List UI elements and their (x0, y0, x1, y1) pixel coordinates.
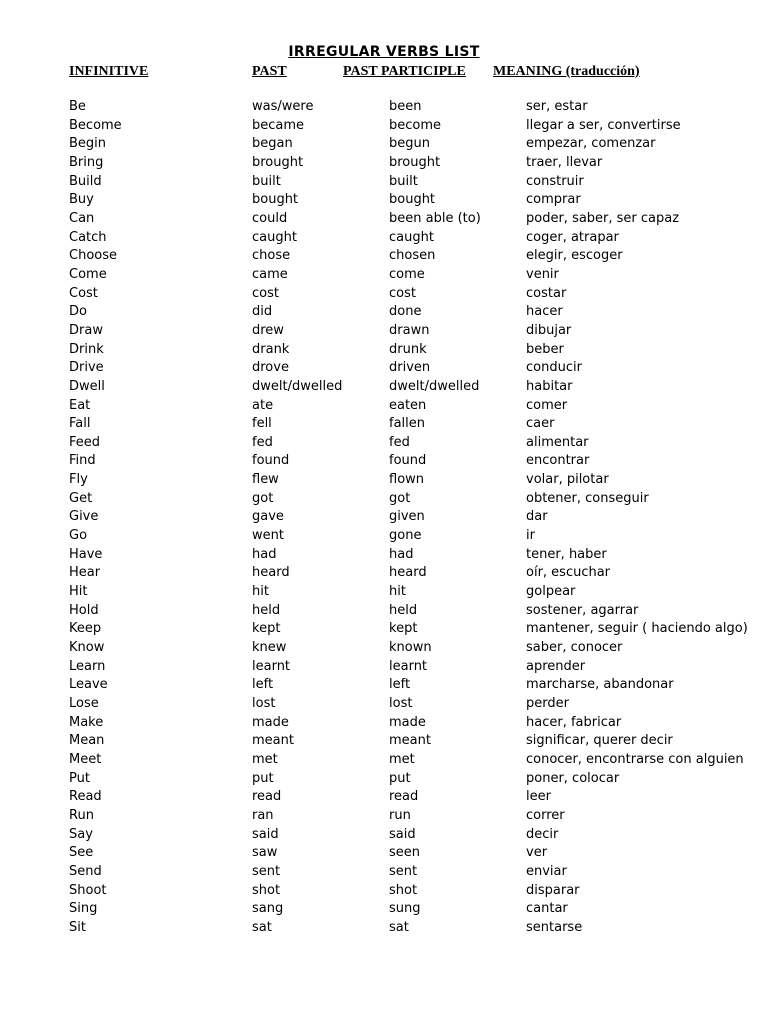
past-participle-cell: put (389, 770, 411, 786)
verb-row (0, 546, 768, 565)
infinitive-cell: Find (69, 453, 96, 469)
past-cell: knew (252, 640, 287, 656)
past-participle-cell: eaten (389, 397, 427, 413)
verb-row (0, 564, 768, 583)
past-cell: learnt (252, 658, 291, 674)
verb-table (0, 98, 768, 938)
infinitive-cell: Hit (69, 584, 88, 600)
meaning-cell: volar, pilotar (526, 472, 609, 488)
infinitive-cell: Lose (69, 696, 99, 711)
past-participle-cell: given (389, 509, 425, 525)
past-cell: saw (252, 845, 278, 861)
page-title: IRREGULAR VERBS LIST (288, 44, 480, 60)
past-participle-cell: cost (389, 285, 416, 301)
verb-row (0, 452, 768, 471)
infinitive-cell: Sit (69, 919, 86, 935)
past-participle-cell: said (389, 826, 416, 842)
infinitive-cell: Drink (69, 341, 104, 357)
meaning-cell: comprar (526, 192, 581, 208)
verb-row (0, 508, 768, 527)
meaning-cell: sostener, agarrar (526, 602, 639, 618)
past-cell: drank (252, 341, 290, 357)
meaning-cell: traer, llevar (526, 154, 603, 170)
infinitive-cell: Fly (69, 472, 88, 488)
infinitive-cell: Can (69, 210, 95, 226)
verb-row (0, 303, 768, 322)
past-participle-cell: met (389, 751, 415, 767)
past-cell: got (252, 490, 274, 506)
meaning-cell: decir (526, 826, 559, 842)
infinitive-cell: Mean (69, 733, 105, 749)
verb-row (0, 210, 768, 229)
past-participle-cell: fallen (389, 416, 426, 432)
meaning-cell: empezar, comenzar (526, 136, 656, 152)
past-cell: left (252, 677, 274, 693)
infinitive-cell: Bring (69, 154, 104, 170)
past-cell: could (252, 210, 288, 226)
verb-row (0, 285, 768, 304)
meaning-cell: tener, haber (526, 546, 607, 562)
past-participle-cell: sung (389, 901, 421, 917)
past-cell: put (252, 770, 274, 786)
past-participle-cell: chosen (389, 248, 436, 264)
past-cell: drew (252, 322, 284, 338)
verb-row (0, 620, 768, 639)
past-participle-cell: been (389, 99, 422, 114)
verb-row (0, 863, 768, 882)
past-participle-cell: come (389, 266, 425, 282)
infinitive-cell: Eat (69, 397, 91, 413)
header-meaning: MEANING (traducción) (493, 64, 640, 79)
verb-row (0, 900, 768, 919)
past-cell: shot (252, 882, 281, 898)
infinitive-cell: Draw (69, 322, 103, 338)
infinitive-cell: Say (69, 826, 93, 842)
infinitive-cell: Hold (69, 602, 99, 618)
infinitive-cell: Have (69, 546, 103, 562)
verb-row (0, 882, 768, 901)
infinitive-cell: Catch (69, 229, 107, 245)
past-participle-cell: sent (389, 863, 418, 879)
past-cell: began (252, 136, 293, 152)
infinitive-cell: Choose (69, 248, 117, 264)
past-participle-cell: meant (389, 733, 431, 749)
past-participle-cell: known (389, 640, 432, 656)
past-participle-cell: brought (389, 154, 441, 170)
past-cell: sat (252, 919, 272, 935)
verb-row (0, 751, 768, 770)
infinitive-cell: Read (69, 789, 102, 805)
meaning-cell: perder (526, 696, 569, 711)
verb-row (0, 154, 768, 173)
verb-row (0, 229, 768, 248)
verb-row (0, 359, 768, 378)
meaning-cell: significar, querer decir (526, 733, 673, 749)
meaning-cell: oír, escuchar (526, 565, 611, 581)
past-cell: chose (252, 248, 291, 264)
header-past-participle: PAST PARTICIPLE (343, 64, 466, 79)
past-cell: ran (252, 807, 274, 823)
verb-row (0, 658, 768, 677)
past-cell: fed (252, 434, 273, 450)
past-participle-cell: become (389, 117, 442, 133)
meaning-cell: obtener, conseguir (526, 490, 649, 506)
infinitive-cell: Meet (69, 751, 102, 767)
past-participle-cell: made (389, 714, 426, 730)
past-participle-cell: caught (389, 229, 434, 245)
meaning-cell: ser, estar (526, 99, 588, 114)
meaning-cell: golpear (526, 584, 576, 600)
meaning-cell: sentarse (526, 919, 583, 935)
past-participle-cell: drunk (389, 341, 427, 357)
verb-row (0, 639, 768, 658)
infinitive-cell: Go (69, 528, 88, 544)
infinitive-cell: Become (69, 117, 122, 133)
past-cell: hit (252, 584, 269, 600)
verb-row (0, 770, 768, 789)
past-cell: found (252, 453, 290, 469)
past-cell: read (252, 789, 282, 805)
past-participle-cell: heard (389, 565, 427, 581)
meaning-cell: ver (526, 845, 548, 861)
infinitive-cell: Get (69, 490, 93, 506)
past-cell: sang (252, 901, 284, 917)
verb-row (0, 602, 768, 621)
infinitive-cell: Cost (69, 285, 98, 301)
past-cell: met (252, 751, 278, 767)
meaning-cell: correr (526, 807, 565, 823)
verb-row (0, 826, 768, 845)
infinitive-cell: Drive (69, 360, 104, 376)
past-participle-cell: done (389, 304, 422, 320)
verb-row (0, 732, 768, 751)
infinitive-cell: Keep (69, 621, 102, 637)
past-cell: caught (252, 229, 297, 245)
past-cell: gave (252, 509, 284, 525)
meaning-cell: hacer, fabricar (526, 714, 622, 730)
past-participle-cell: found (389, 453, 427, 469)
meaning-cell: cantar (526, 901, 568, 917)
past-cell: became (252, 117, 305, 133)
past-cell: said (252, 826, 279, 842)
infinitive-cell: Sing (69, 901, 98, 917)
infinitive-cell: See (69, 845, 94, 861)
infinitive-cell: Buy (69, 192, 94, 208)
verb-row (0, 191, 768, 210)
verb-row (0, 695, 768, 714)
past-cell: was/were (252, 99, 314, 114)
past-cell: did (252, 304, 273, 320)
past-cell: cost (252, 285, 279, 301)
header-past: PAST (252, 64, 287, 79)
verb-row (0, 788, 768, 807)
verb-row (0, 247, 768, 266)
meaning-cell: aprender (526, 658, 586, 674)
infinitive-cell: Feed (69, 434, 101, 450)
past-participle-cell: hit (389, 584, 406, 600)
meaning-cell: conducir (526, 360, 582, 376)
meaning-cell: leer (526, 789, 551, 805)
past-cell: flew (252, 472, 279, 488)
past-participle-cell: had (389, 546, 414, 562)
meaning-cell: dibujar (526, 322, 572, 338)
past-participle-cell: dwelt/dwelled (389, 378, 480, 394)
verb-row (0, 714, 768, 733)
past-cell: kept (252, 621, 281, 637)
past-participle-cell: lost (389, 696, 413, 711)
infinitive-cell: Come (69, 266, 107, 282)
verb-row (0, 341, 768, 360)
meaning-cell: disparar (526, 882, 580, 898)
past-participle-cell: driven (389, 360, 431, 376)
meaning-cell: hacer (526, 304, 563, 320)
meaning-cell: poder, saber, ser capaz (526, 210, 680, 226)
meaning-cell: saber, conocer (526, 640, 623, 656)
infinitive-cell: Build (69, 173, 102, 189)
past-cell: had (252, 546, 277, 562)
verb-row (0, 807, 768, 826)
infinitive-cell: Do (69, 304, 87, 320)
header-infinitive: INFINITIVE (69, 64, 149, 79)
past-cell: heard (252, 565, 290, 581)
past-cell: ate (252, 397, 274, 413)
meaning-cell: poner, colocar (526, 770, 620, 786)
verb-row (0, 471, 768, 490)
past-cell: fell (252, 416, 272, 432)
past-cell: held (252, 602, 281, 618)
meaning-cell: dar (526, 509, 548, 525)
past-participle-cell: flown (389, 472, 425, 488)
infinitive-cell: Make (69, 714, 104, 730)
infinitive-cell: Dwell (69, 378, 105, 394)
past-participle-cell: gone (389, 528, 422, 544)
past-participle-cell: seen (389, 845, 421, 861)
past-participle-cell: kept (389, 621, 418, 637)
verb-row (0, 919, 768, 938)
infinitive-cell: Leave (69, 677, 108, 693)
past-cell: drove (252, 360, 289, 376)
past-participle-cell: begun (389, 136, 430, 152)
infinitive-cell: Begin (69, 136, 107, 152)
infinitive-cell: Fall (69, 416, 91, 432)
verb-row (0, 378, 768, 397)
meaning-cell: elegir, escoger (526, 248, 623, 264)
past-cell: dwelt/dwelled (252, 378, 343, 394)
infinitive-cell: Run (69, 807, 94, 823)
meaning-cell: caer (526, 416, 555, 432)
verb-row (0, 98, 768, 117)
past-participle-cell: got (389, 490, 411, 506)
verb-row (0, 397, 768, 416)
meaning-cell: conocer, encontrarse con alguien (526, 751, 744, 767)
verb-row (0, 490, 768, 509)
past-participle-cell: held (389, 602, 418, 618)
past-cell: built (252, 173, 281, 189)
past-cell: bought (252, 192, 299, 208)
meaning-cell: marcharse, abandonar (526, 677, 674, 693)
past-participle-cell: sat (389, 919, 409, 935)
meaning-cell: ir (526, 528, 535, 544)
meaning-cell: encontrar (526, 453, 590, 469)
infinitive-cell: Be (69, 99, 86, 114)
past-participle-cell: built (389, 173, 418, 189)
past-participle-cell: bought (389, 192, 436, 208)
meaning-cell: beber (526, 341, 564, 357)
past-participle-cell: been able (to) (389, 210, 481, 226)
infinitive-cell: Put (69, 770, 90, 786)
past-cell: lost (252, 696, 276, 711)
meaning-cell: habitar (526, 378, 573, 394)
verb-row (0, 415, 768, 434)
past-cell: made (252, 714, 289, 730)
verb-row (0, 135, 768, 154)
meaning-cell: venir (526, 266, 559, 282)
meaning-cell: enviar (526, 863, 567, 879)
meaning-cell: alimentar (526, 434, 589, 450)
meaning-cell: coger, atrapar (526, 229, 619, 245)
infinitive-cell: Send (69, 863, 102, 879)
infinitive-cell: Shoot (69, 882, 107, 898)
verb-row (0, 434, 768, 453)
past-participle-cell: fed (389, 434, 410, 450)
past-participle-cell: left (389, 677, 411, 693)
verb-row (0, 583, 768, 602)
past-cell: meant (252, 733, 294, 749)
past-cell: went (252, 528, 284, 544)
verb-row (0, 676, 768, 695)
past-cell: sent (252, 863, 281, 879)
verb-row (0, 173, 768, 192)
meaning-cell: comer (526, 397, 568, 413)
meaning-cell: construir (526, 173, 584, 189)
verb-row (0, 266, 768, 285)
past-participle-cell: drawn (389, 322, 430, 338)
past-participle-cell: run (389, 807, 411, 823)
verb-row (0, 117, 768, 136)
meaning-cell: llegar a ser, convertirse (526, 117, 681, 133)
verb-row (0, 527, 768, 546)
past-participle-cell: read (389, 789, 419, 805)
verb-row (0, 844, 768, 863)
meaning-cell: costar (526, 285, 567, 301)
verb-row (0, 322, 768, 341)
infinitive-cell: Learn (69, 658, 106, 674)
past-cell: brought (252, 154, 304, 170)
infinitive-cell: Give (69, 509, 99, 525)
past-participle-cell: learnt (389, 658, 428, 674)
infinitive-cell: Know (69, 640, 105, 656)
past-cell: came (252, 266, 288, 282)
meaning-cell: mantener, seguir ( haciendo algo) (526, 621, 748, 637)
infinitive-cell: Hear (69, 565, 101, 581)
past-participle-cell: shot (389, 882, 418, 898)
